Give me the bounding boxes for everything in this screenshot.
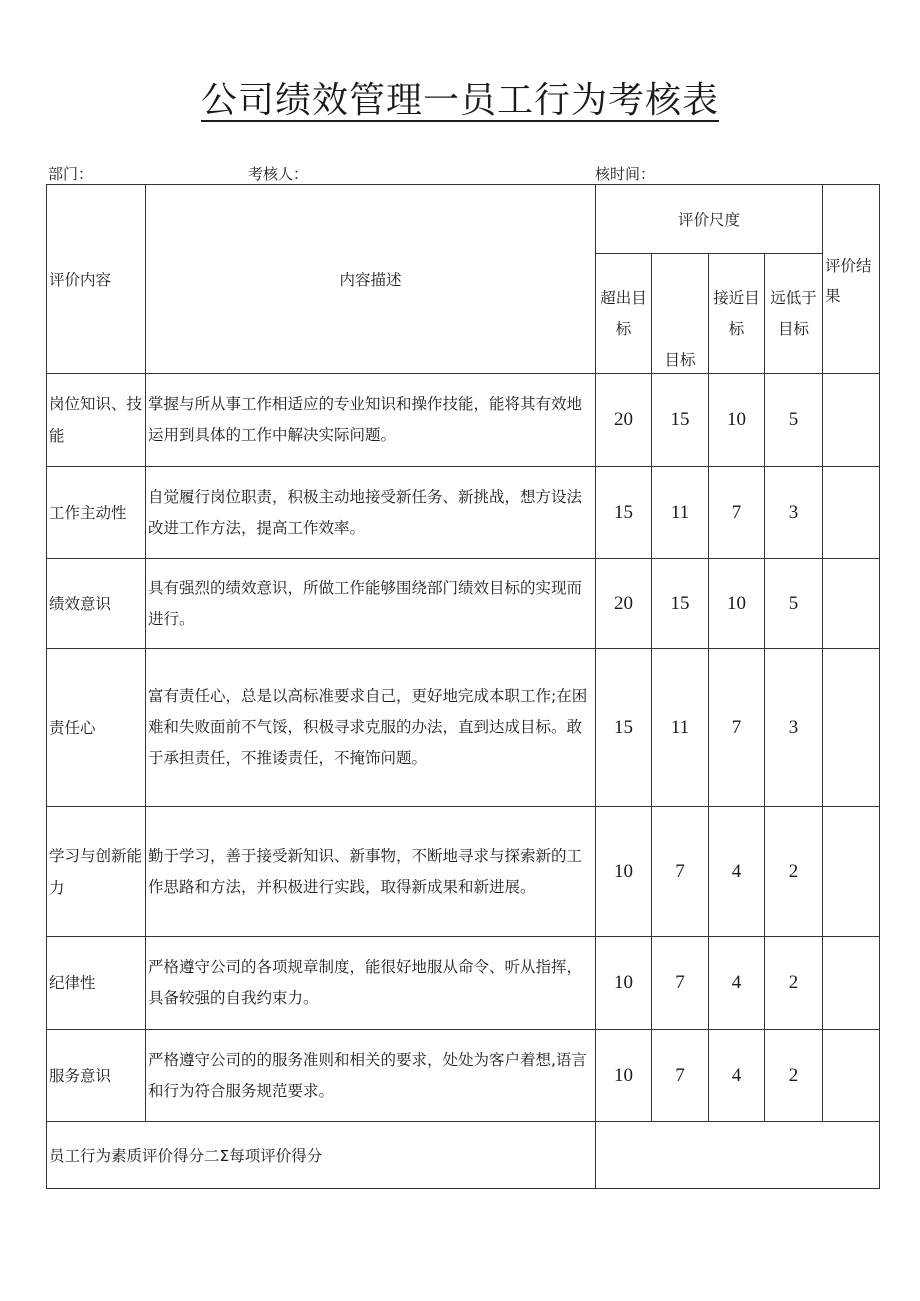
- score-far-below: 2: [765, 937, 823, 1030]
- score-near: 4: [709, 807, 765, 937]
- score-target: 7: [652, 937, 709, 1030]
- score-near: 7: [709, 649, 765, 807]
- score-exceed: 10: [596, 1030, 652, 1122]
- score-exceed: 15: [596, 649, 652, 807]
- row-description: 严格遵守公司的各项规章制度，能很好地服从命令、听从指挥，具备较强的自我约束力。: [146, 937, 596, 1030]
- score-exceed: 10: [596, 807, 652, 937]
- result-cell[interactable]: [823, 1030, 880, 1122]
- score-far-below: 5: [765, 559, 823, 649]
- row-item: 学习与创新能力: [47, 807, 146, 937]
- score-exceed: 20: [596, 559, 652, 649]
- score-far-below: 5: [765, 374, 823, 467]
- score-near: 4: [709, 1030, 765, 1122]
- table-row: [47, 467, 880, 559]
- level-near: 接近目标: [709, 254, 765, 374]
- table-row: [47, 937, 880, 1030]
- table-row: [47, 559, 880, 649]
- row-description: 具有强烈的绩效意识，所做工作能够围绕部门绩效目标的实现而进行。: [146, 559, 596, 649]
- level-target: 目标: [652, 254, 709, 374]
- score-far-below: 3: [765, 467, 823, 559]
- total-score-label: 员工行为素质评价得分二Σ每项评价得分: [47, 1122, 596, 1189]
- score-near: 4: [709, 937, 765, 1030]
- assessment-time-label: 核时间：: [595, 165, 656, 183]
- footer-row: [47, 1122, 880, 1189]
- table-row: [47, 374, 880, 467]
- header-scale: 评价尺度: [596, 185, 823, 254]
- page-title: [0, 72, 920, 123]
- department-label: 部门：: [48, 165, 94, 183]
- result-cell[interactable]: [823, 374, 880, 467]
- level-exceed: 超出目标: [596, 254, 652, 374]
- score-near: 10: [709, 374, 765, 467]
- score-exceed: 15: [596, 467, 652, 559]
- row-item: 岗位知识、技能: [47, 374, 146, 467]
- page-title-text: 公司绩效管理一员工行为考核表: [200, 80, 719, 121]
- row-item: 纪律性: [47, 937, 146, 1030]
- result-cell[interactable]: [823, 807, 880, 937]
- header-item: 评价内容: [47, 185, 146, 374]
- score-far-below: 3: [765, 649, 823, 807]
- row-item: 责任心: [47, 649, 146, 807]
- header-description: 内容描述: [146, 185, 596, 374]
- total-score-cell[interactable]: [596, 1122, 880, 1189]
- score-target: 15: [652, 559, 709, 649]
- score-near: 10: [709, 559, 765, 649]
- row-description: 富有责任心，总是以高标准要求自己，更好地完成本职工作;在困难和失败面前不气馁，积极寻求克服的办法，直到达成目标。敢于承担责任，不推诿责任，不掩饰问题。: [146, 649, 596, 807]
- score-target: 11: [652, 467, 709, 559]
- table-row: [47, 649, 880, 807]
- row-description: 自觉履行岗位职责，积极主动地接受新任务、新挑战，想方设法改进工作方法，提高工作效率。: [146, 467, 596, 559]
- score-near: 7: [709, 467, 765, 559]
- assessment-table: [46, 184, 880, 1189]
- score-exceed: 10: [596, 937, 652, 1030]
- result-cell[interactable]: [823, 467, 880, 559]
- table-row: [47, 1030, 880, 1122]
- row-description: 严格遵守公司的的服务准则和相关的要求，处处为客户着想,语言和行为符合服务规范要求。: [146, 1030, 596, 1122]
- assessor-label: 考核人：: [248, 165, 309, 183]
- row-description: 勤于学习，善于接受新知识、新事物，不断地寻求与探索新的工作思路和方法，并积极进行实践，取得新成果和新进展。: [146, 807, 596, 937]
- row-item: 服务意识: [47, 1030, 146, 1122]
- row-description: 掌握与所从事工作相适应的专业知识和操作技能，能将其有效地运用到具体的工作中解决实际问题。: [146, 374, 596, 467]
- score-far-below: 2: [765, 807, 823, 937]
- score-target: 7: [652, 807, 709, 937]
- header-result: 评价结果: [823, 185, 880, 374]
- table-row: [47, 807, 880, 937]
- row-item: 绩效意识: [47, 559, 146, 649]
- row-item: 工作主动性: [47, 467, 146, 559]
- level-far-below: 远低于目标: [765, 254, 823, 374]
- result-cell[interactable]: [823, 559, 880, 649]
- header-row-1: [47, 185, 880, 254]
- result-cell[interactable]: [823, 937, 880, 1030]
- score-far-below: 2: [765, 1030, 823, 1122]
- score-target: 7: [652, 1030, 709, 1122]
- score-exceed: 20: [596, 374, 652, 467]
- result-cell[interactable]: [823, 649, 880, 807]
- score-target: 11: [652, 649, 709, 807]
- score-target: 15: [652, 374, 709, 467]
